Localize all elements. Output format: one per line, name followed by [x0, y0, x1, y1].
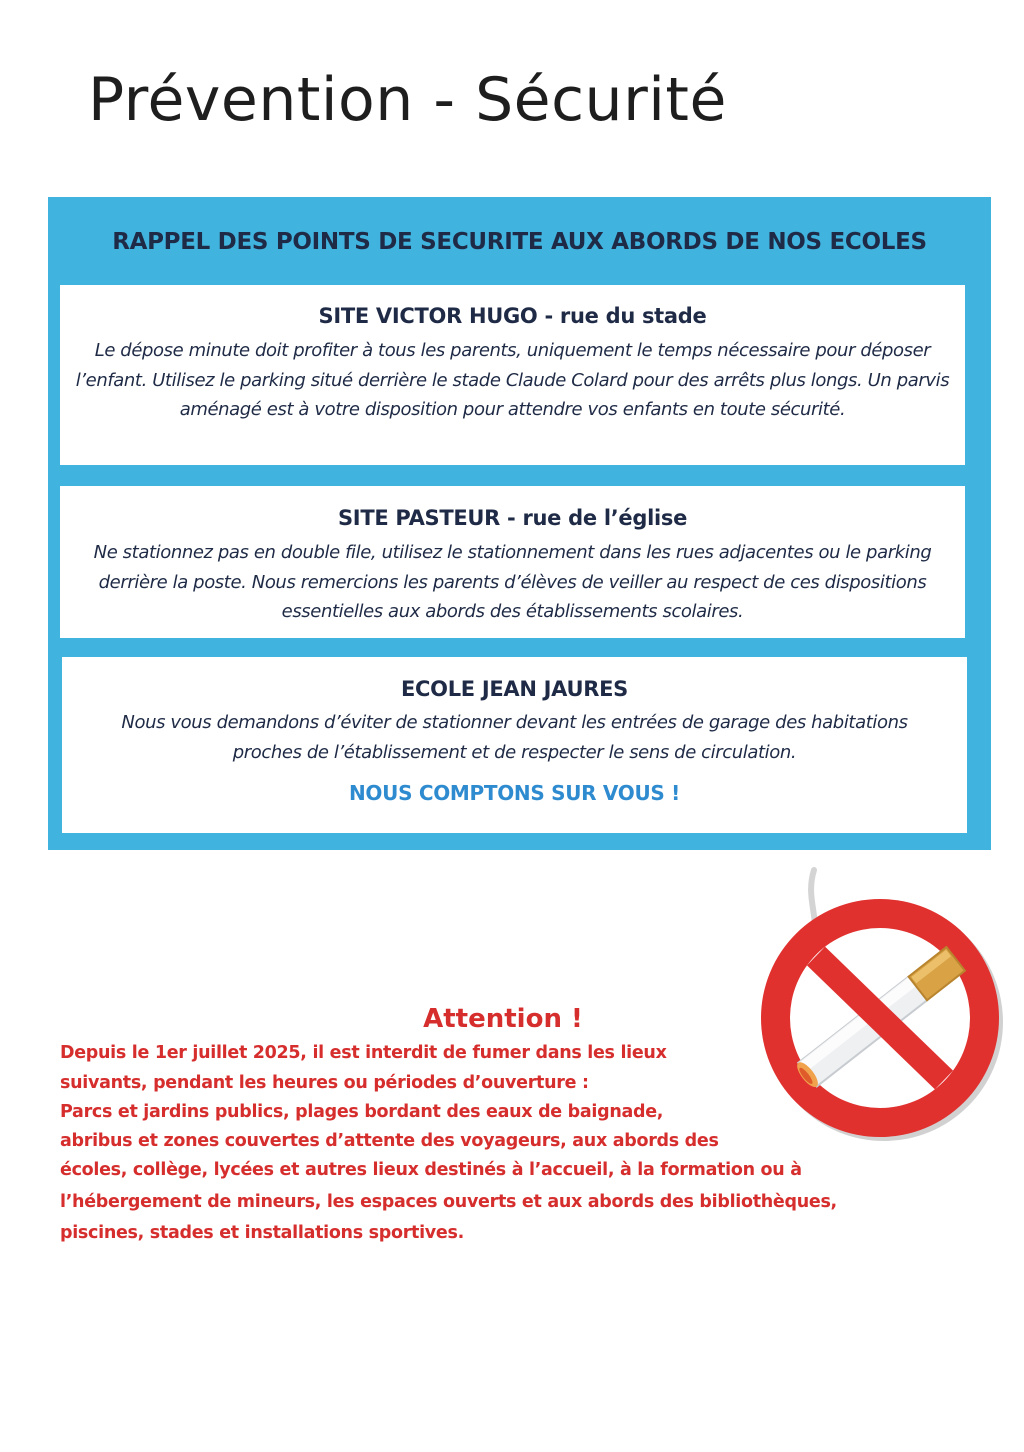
- site-text: Le dépose minute doit profiter à tous les parents, uniquement le temps nécessaire pour déposer l’enfant. Utilisez le parking situé derrière le stade Claude Colard pour des arrêts plus longs. Un parvis aménagé est à votre disposition pour attendre vos enfants en toute sécurité.: [75, 340, 950, 420]
- panel-heading: RAPPEL DES POINTS DE SECURITE AUX ABORDS DE NOS ECOLES: [112, 229, 927, 255]
- site-title: ECOLE JEAN JAURES: [401, 677, 628, 701]
- site-title: SITE VICTOR HUGO - rue du stade: [318, 304, 707, 328]
- safety-reminder-panel: [48, 197, 991, 850]
- page-title: Prévention - Sécurité: [88, 65, 727, 135]
- attention-line: écoles, collège, lycées et autres lieux destinés à l’accueil, à la formation ou à: [60, 1160, 802, 1180]
- attention-line: abribus et zones couvertes d’attente des voyageurs, aux abords des: [60, 1131, 719, 1151]
- site-card-jean-jaures: [62, 657, 967, 833]
- no-smoking-icon: [748, 862, 1014, 1152]
- attention-line: l’hébergement de mineurs, les espaces ouverts et aux abords des bibliothèques,: [60, 1192, 837, 1212]
- site-text: Ne stationnez pas en double file, utilisez le stationnement dans les rues adjacentes ou le parking derrière la poste. Nous remercions les parents d’élèves de veiller au respect de ces dispositions essentielles aux abords des établissements scolaires.: [93, 542, 932, 622]
- closing-message: NOUS COMPTONS SUR VOUS !: [348, 781, 680, 805]
- site-text: Nous vous demandons d’éviter de stationner devant les entrées de garage des habitations proches de l’établissement et de respecter le sens de circulation.: [121, 712, 908, 763]
- attention-line: suivants, pendant les heures ou périodes d’ouverture :: [60, 1073, 589, 1093]
- attention-title: Attention !: [423, 1004, 583, 1034]
- attention-line: Parcs et jardins publics, plages bordant des eaux de baignade,: [60, 1102, 664, 1122]
- site-card-pasteur: [60, 486, 965, 638]
- site-title: SITE PASTEUR - rue de l’église: [337, 506, 688, 530]
- attention-line: Depuis le 1er juillet 2025, il est interdit de fumer dans les lieux: [60, 1043, 667, 1063]
- site-card-victor-hugo: [60, 285, 965, 465]
- attention-line: piscines, stades et installations sportives.: [60, 1223, 464, 1243]
